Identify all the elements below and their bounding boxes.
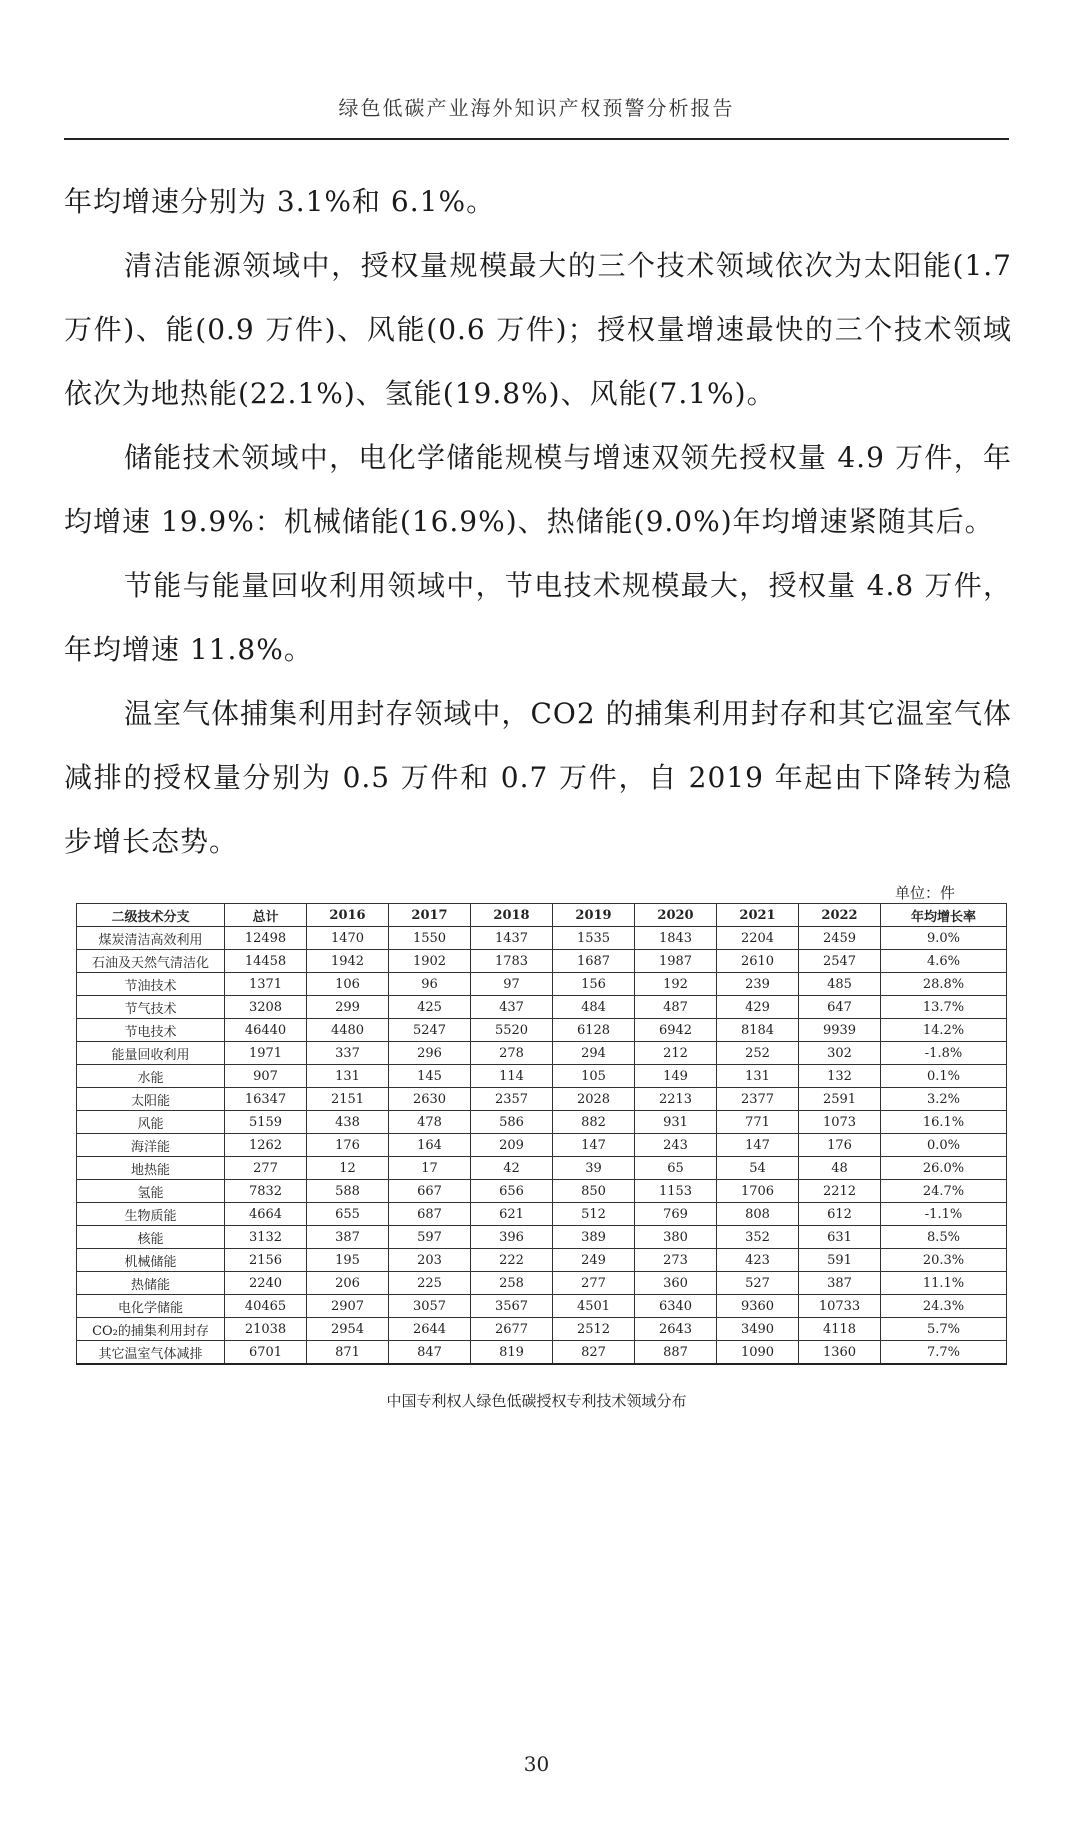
table-cell: 13.7% <box>881 996 1007 1019</box>
table-row-label: 热储能 <box>77 1272 225 1295</box>
table-cell: 12 <box>307 1157 389 1180</box>
table-row <box>77 927 1007 950</box>
table-cell: 2591 <box>799 1088 881 1111</box>
table-cell: 4118 <box>799 1318 881 1341</box>
table-cell: 203 <box>389 1249 471 1272</box>
table-cell: 296 <box>389 1042 471 1065</box>
table-cell: 1971 <box>225 1042 307 1065</box>
page-number: 30 <box>523 1752 550 1776</box>
table-unit-label: 单位：件 <box>895 884 956 902</box>
table-row <box>77 1065 1007 1088</box>
table-cell: 2907 <box>307 1295 389 1318</box>
table-row <box>77 1295 1007 1318</box>
table-cell: 586 <box>471 1111 553 1134</box>
table-header-cell: 2021 <box>717 904 799 927</box>
table-cell: 647 <box>799 996 881 1019</box>
table-cell: 438 <box>307 1111 389 1134</box>
table-cell: 5247 <box>389 1019 471 1042</box>
table-cell: 7832 <box>225 1180 307 1203</box>
table-cell: 2377 <box>717 1088 799 1111</box>
table-cell: 3.2% <box>881 1088 1007 1111</box>
table-row <box>77 973 1007 996</box>
table-cell: 1360 <box>799 1341 881 1365</box>
table-cell: 10733 <box>799 1295 881 1318</box>
table-cell: 655 <box>307 1203 389 1226</box>
table-header-cell: 2020 <box>635 904 717 927</box>
table-cell: 2212 <box>799 1180 881 1203</box>
table-cell: 46440 <box>225 1019 307 1042</box>
table-cell: 149 <box>635 1065 717 1088</box>
table-cell: 4480 <box>307 1019 389 1042</box>
table-cell: 42 <box>471 1157 553 1180</box>
table-cell: 612 <box>799 1203 881 1226</box>
table-cell: 16347 <box>225 1088 307 1111</box>
table-cell: 771 <box>717 1111 799 1134</box>
table-cell: 132 <box>799 1065 881 1088</box>
table-cell: 827 <box>553 1341 635 1365</box>
table-cell: 6701 <box>225 1341 307 1365</box>
table-cell: 2630 <box>389 1088 471 1111</box>
table-cell: 1535 <box>553 927 635 950</box>
table-cell: 1942 <box>307 950 389 973</box>
table-cell: 277 <box>553 1272 635 1295</box>
table-row-label: 煤炭清洁高效利用 <box>77 927 225 950</box>
table-cell: 28.8% <box>881 973 1007 996</box>
table-row-label: 地热能 <box>77 1157 225 1180</box>
table-cell: 106 <box>307 973 389 996</box>
table-row <box>77 1134 1007 1157</box>
paragraph-4: 节能与能量回收利用领域中，节电技术规模最大，授权量 4.8 万件，年均增速 11.8%。 <box>64 569 1012 666</box>
table-cell: 5520 <box>471 1019 553 1042</box>
table-cell: 887 <box>635 1341 717 1365</box>
table-cell: 1090 <box>717 1341 799 1365</box>
table-cell: 147 <box>553 1134 635 1157</box>
table-cell: 1687 <box>553 950 635 973</box>
table-cell: 302 <box>799 1042 881 1065</box>
table-cell: 9.0% <box>881 927 1007 950</box>
body-text <box>64 170 1012 874</box>
header-divider <box>64 138 1009 140</box>
table-cell: 156 <box>553 973 635 996</box>
table-cell: 6340 <box>635 1295 717 1318</box>
table-cell: 389 <box>553 1226 635 1249</box>
table-cell: 667 <box>389 1180 471 1203</box>
table-row-label: 节电技术 <box>77 1019 225 1042</box>
table-cell: 131 <box>717 1065 799 1088</box>
table-cell: 192 <box>635 973 717 996</box>
table-cell: 631 <box>799 1226 881 1249</box>
table-cell: 1262 <box>225 1134 307 1157</box>
table-cell: 487 <box>635 996 717 1019</box>
table-row <box>77 1180 1007 1203</box>
table-cell: 478 <box>389 1111 471 1134</box>
table-cell: 48 <box>799 1157 881 1180</box>
table-cell: 164 <box>389 1134 471 1157</box>
table-cell: 4501 <box>553 1295 635 1318</box>
table-cell: 907 <box>225 1065 307 1088</box>
table-cell: 485 <box>799 973 881 996</box>
paragraph-2: 清洁能源领域中，授权量规模最大的三个技术领域依次为太阳能(1.7 万件)、能(0.9 万件)、风能(0.6 万件)；授权量增速最快的三个技术领域依次为地热能(22.1%)、氢能(19.8%)、风能(7.1%)。 <box>64 249 1012 410</box>
table-cell: 656 <box>471 1180 553 1203</box>
table-row <box>77 1019 1007 1042</box>
table-cell: 597 <box>389 1226 471 1249</box>
table-row <box>77 1203 1007 1226</box>
table-cell: 387 <box>799 1272 881 1295</box>
table-cell: 1371 <box>225 973 307 996</box>
table-cell: 3567 <box>471 1295 553 1318</box>
table-cell: 14.2% <box>881 1019 1007 1042</box>
table-row-label: 太阳能 <box>77 1088 225 1111</box>
table-header-cell: 2018 <box>471 904 553 927</box>
table-cell: 209 <box>471 1134 553 1157</box>
table-cell: 277 <box>225 1157 307 1180</box>
table-cell: 387 <box>307 1226 389 1249</box>
table-cell: 97 <box>471 973 553 996</box>
table-cell: 65 <box>635 1157 717 1180</box>
table-cell: 871 <box>307 1341 389 1365</box>
table-header-cell: 年均增长率 <box>881 904 1007 927</box>
table-row <box>77 1088 1007 1111</box>
table-cell: 621 <box>471 1203 553 1226</box>
table-cell: 5.7% <box>881 1318 1007 1341</box>
table-cell: 11.1% <box>881 1272 1007 1295</box>
table-header-cell: 总计 <box>225 904 307 927</box>
table-cell: 2028 <box>553 1088 635 1111</box>
table-row <box>77 1111 1007 1134</box>
table-row <box>77 1249 1007 1272</box>
table-header-cell: 2022 <box>799 904 881 927</box>
table-cell: 176 <box>799 1134 881 1157</box>
table-cell: 39 <box>553 1157 635 1180</box>
table-header-cell: 2016 <box>307 904 389 927</box>
table-cell: 96 <box>389 973 471 996</box>
table-cell: 3057 <box>389 1295 471 1318</box>
table-cell: 4.6% <box>881 950 1007 973</box>
table-cell: 2610 <box>717 950 799 973</box>
table-cell: 1987 <box>635 950 717 973</box>
table-row <box>77 1042 1007 1065</box>
table-cell: 1550 <box>389 927 471 950</box>
paragraph-3: 储能技术领域中，电化学储能规模与增速双领先授权量 4.9 万件，年均增速 19.9%：机械储能(16.9%)、热储能(9.0%)年均增速紧随其后。 <box>64 441 1012 538</box>
table-cell: 360 <box>635 1272 717 1295</box>
table-cell: 206 <box>307 1272 389 1295</box>
table-cell: -1.1% <box>881 1203 1007 1226</box>
table-cell: 26.0% <box>881 1157 1007 1180</box>
table-cell: 258 <box>471 1272 553 1295</box>
table-cell: 1073 <box>799 1111 881 1134</box>
table-cell: 2644 <box>389 1318 471 1341</box>
table-cell: 2643 <box>635 1318 717 1341</box>
table-cell: 2156 <box>225 1249 307 1272</box>
table-cell: 14458 <box>225 950 307 973</box>
table-cell: 1783 <box>471 950 553 973</box>
table-cell: 147 <box>717 1134 799 1157</box>
table-row <box>77 1226 1007 1249</box>
table-row-label: 电化学储能 <box>77 1295 225 1318</box>
table-cell: 591 <box>799 1249 881 1272</box>
table-cell: 484 <box>553 996 635 1019</box>
table-cell: 429 <box>717 996 799 1019</box>
table-cell: 131 <box>307 1065 389 1088</box>
table-cell: 1437 <box>471 927 553 950</box>
table-row-label: 风能 <box>77 1111 225 1134</box>
patent-table <box>76 903 1007 1365</box>
table-header-cell: 2017 <box>389 904 471 927</box>
table-cell: 437 <box>471 996 553 1019</box>
table-cell: 212 <box>635 1042 717 1065</box>
table-cell: 195 <box>307 1249 389 1272</box>
table-row <box>77 996 1007 1019</box>
table-cell: 2677 <box>471 1318 553 1341</box>
table-cell: 2512 <box>553 1318 635 1341</box>
table-cell: 7.7% <box>881 1341 1007 1365</box>
table-cell: 2547 <box>799 950 881 973</box>
table-caption: 中国专利权人绿色低碳授权专利技术领域分布 <box>386 1392 687 1410</box>
table-cell: 527 <box>717 1272 799 1295</box>
table-cell: 352 <box>717 1226 799 1249</box>
table-cell: 278 <box>471 1042 553 1065</box>
table-cell: 1470 <box>307 927 389 950</box>
paragraph-1: 年均增速分别为 3.1%和 6.1%。 <box>64 185 496 218</box>
table-row-label: 水能 <box>77 1065 225 1088</box>
table-cell: 808 <box>717 1203 799 1226</box>
table-cell: 24.7% <box>881 1180 1007 1203</box>
table-cell: -1.8% <box>881 1042 1007 1065</box>
table-cell: 114 <box>471 1065 553 1088</box>
running-header: 绿色低碳产业海外知识产权预警分析报告 <box>338 96 735 120</box>
table-cell: 3208 <box>225 996 307 1019</box>
table-row-label: CO₂的捕集利用封存 <box>77 1318 225 1341</box>
table-row-label: 氢能 <box>77 1180 225 1203</box>
table-cell: 17 <box>389 1157 471 1180</box>
table-cell: 176 <box>307 1134 389 1157</box>
table-cell: 1843 <box>635 927 717 950</box>
table-cell: 16.1% <box>881 1111 1007 1134</box>
table-cell: 1153 <box>635 1180 717 1203</box>
table-cell: 380 <box>635 1226 717 1249</box>
table-row <box>77 950 1007 973</box>
table-cell: 769 <box>635 1203 717 1226</box>
table-cell: 396 <box>471 1226 553 1249</box>
table-cell: 2357 <box>471 1088 553 1111</box>
table-cell: 249 <box>553 1249 635 1272</box>
table-cell: 0.0% <box>881 1134 1007 1157</box>
table-cell: 687 <box>389 1203 471 1226</box>
table-cell: 512 <box>553 1203 635 1226</box>
table-cell: 850 <box>553 1180 635 1203</box>
table-cell: 5159 <box>225 1111 307 1134</box>
table-cell: 337 <box>307 1042 389 1065</box>
table-header-cell: 2019 <box>553 904 635 927</box>
table-cell: 882 <box>553 1111 635 1134</box>
table-cell: 2240 <box>225 1272 307 1295</box>
table-cell: 9939 <box>799 1019 881 1042</box>
table-cell: 0.1% <box>881 1065 1007 1088</box>
table-cell: 225 <box>389 1272 471 1295</box>
table-cell: 105 <box>553 1065 635 1088</box>
table-row-label: 其它温室气体减排 <box>77 1341 225 1365</box>
table-row-label: 节气技术 <box>77 996 225 1019</box>
table-cell: 299 <box>307 996 389 1019</box>
table-cell: 20.3% <box>881 1249 1007 1272</box>
table-cell: 2151 <box>307 1088 389 1111</box>
table-row <box>77 1157 1007 1180</box>
table-row-label: 能量回收利用 <box>77 1042 225 1065</box>
table-row-label: 生物质能 <box>77 1203 225 1226</box>
table-cell: 8184 <box>717 1019 799 1042</box>
table-row-label: 机械储能 <box>77 1249 225 1272</box>
table-row <box>77 1272 1007 1295</box>
table-cell: 425 <box>389 996 471 1019</box>
table-cell: 252 <box>717 1042 799 1065</box>
table-cell: 222 <box>471 1249 553 1272</box>
table-cell: 243 <box>635 1134 717 1157</box>
table-header-cell: 二级技术分支 <box>77 904 225 927</box>
table-row-label: 核能 <box>77 1226 225 1249</box>
table-cell: 3132 <box>225 1226 307 1249</box>
table-cell: 4664 <box>225 1203 307 1226</box>
table-cell: 21038 <box>225 1318 307 1341</box>
table-cell: 12498 <box>225 927 307 950</box>
table-cell: 239 <box>717 973 799 996</box>
table-cell: 54 <box>717 1157 799 1180</box>
table-cell: 273 <box>635 1249 717 1272</box>
table-cell: 24.3% <box>881 1295 1007 1318</box>
table-cell: 2213 <box>635 1088 717 1111</box>
table-cell: 294 <box>553 1042 635 1065</box>
table-row-label: 石油及天然气清洁化 <box>77 950 225 973</box>
table-row <box>77 1341 1007 1365</box>
table-cell: 819 <box>471 1341 553 1365</box>
table-cell: 847 <box>389 1341 471 1365</box>
table-cell: 2954 <box>307 1318 389 1341</box>
table-header-row <box>77 904 1007 927</box>
table-row <box>77 1318 1007 1341</box>
table-cell: 40465 <box>225 1295 307 1318</box>
table-cell: 2204 <box>717 927 799 950</box>
paragraph-5: 温室气体捕集利用封存领域中，CO2 的捕集利用封存和其它温室气体减排的授权量分别为 0.5 万件和 0.7 万件，自 2019 年起由下降转为稳步增长态势。 <box>64 697 1012 858</box>
table-cell: 1902 <box>389 950 471 973</box>
table-row-label: 节油技术 <box>77 973 225 996</box>
table-cell: 1706 <box>717 1180 799 1203</box>
table-cell: 588 <box>307 1180 389 1203</box>
table-cell: 3490 <box>717 1318 799 1341</box>
table-cell: 145 <box>389 1065 471 1088</box>
table-cell: 931 <box>635 1111 717 1134</box>
table-cell: 423 <box>717 1249 799 1272</box>
table-row-label: 海洋能 <box>77 1134 225 1157</box>
table-cell: 8.5% <box>881 1226 1007 1249</box>
table-cell: 2459 <box>799 927 881 950</box>
table-cell: 9360 <box>717 1295 799 1318</box>
table-cell: 6942 <box>635 1019 717 1042</box>
table-cell: 6128 <box>553 1019 635 1042</box>
